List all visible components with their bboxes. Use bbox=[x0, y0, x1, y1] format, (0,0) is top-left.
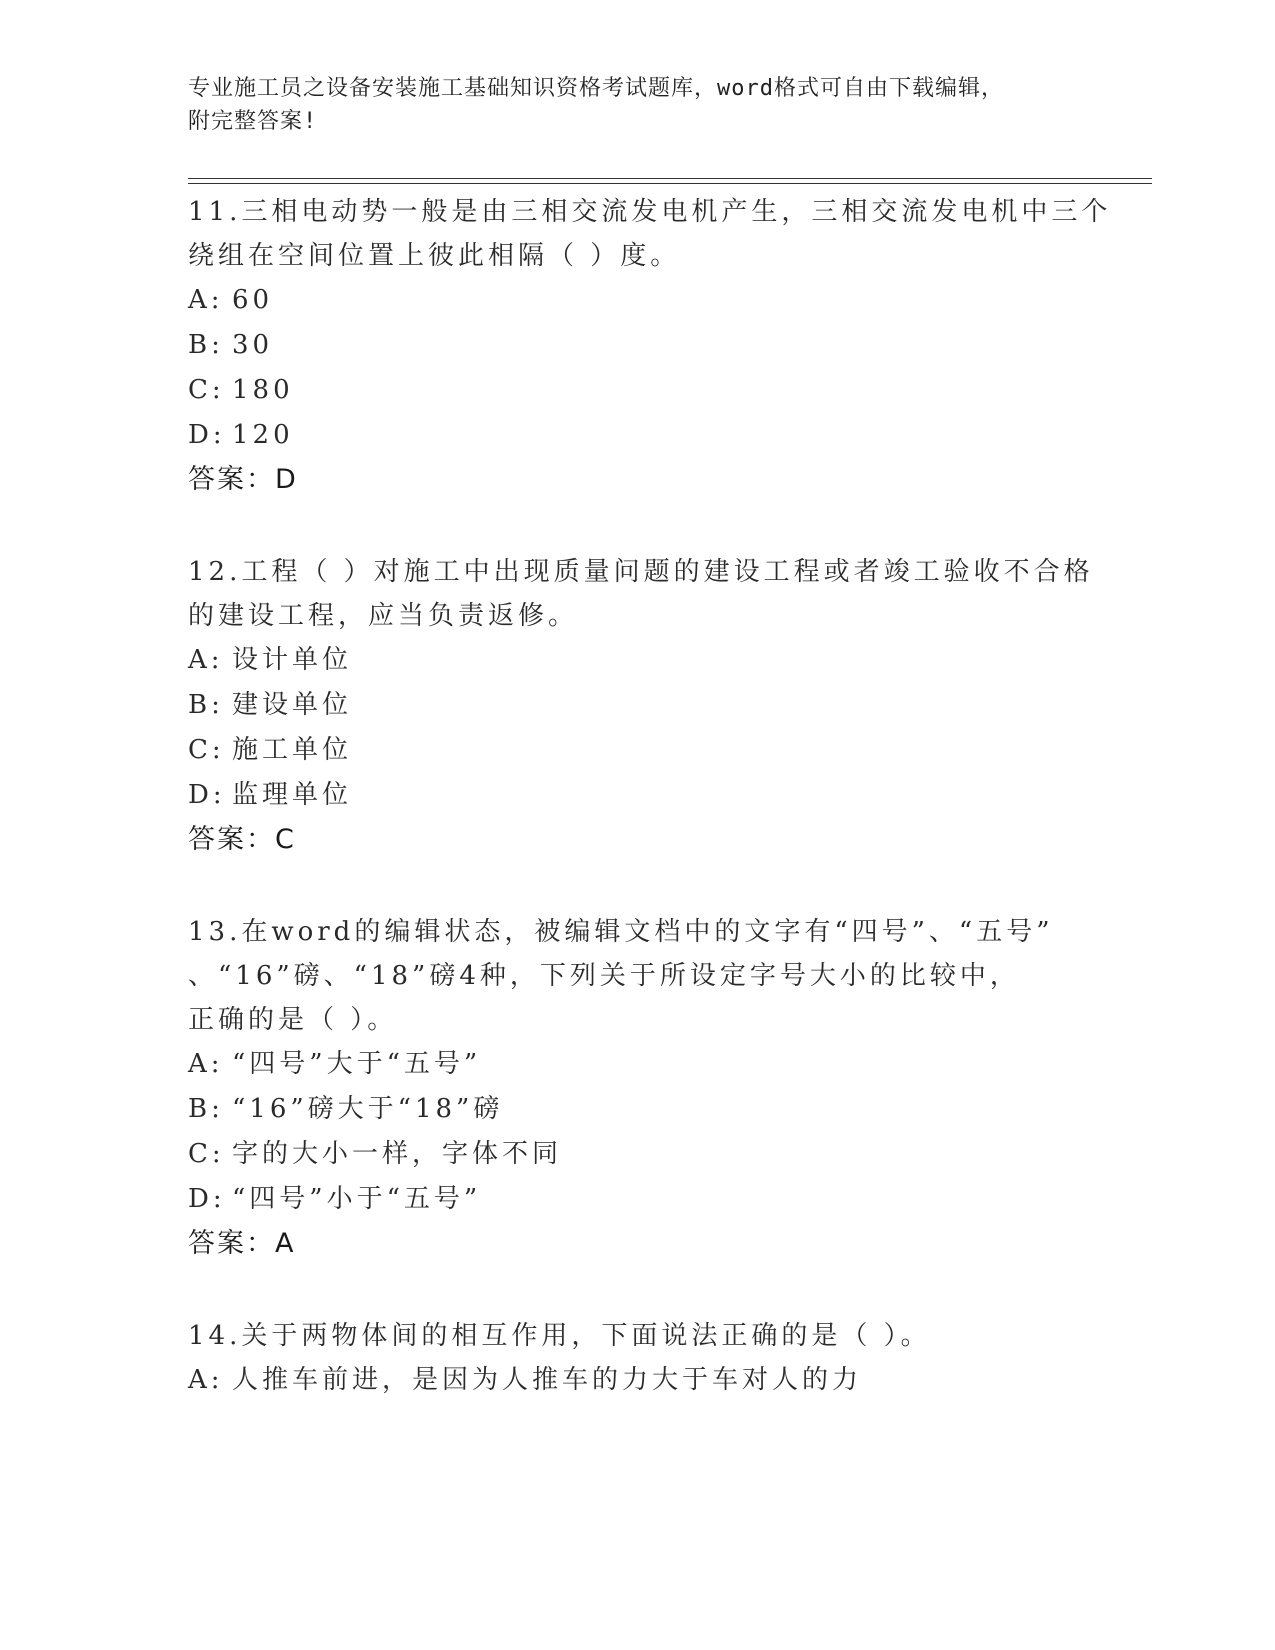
question-stem-line: 14.关于两物体间的相互作用，下面说法正确的是（ ）。 bbox=[188, 1321, 931, 1351]
answer-line: 答案：D bbox=[188, 464, 298, 495]
header-line-2: 附完整答案! bbox=[188, 109, 318, 134]
option-letter: B: bbox=[188, 330, 224, 360]
answer-line: 答案：C bbox=[188, 824, 296, 855]
option-letter: D: bbox=[188, 1184, 226, 1214]
header-line-1: 专业施工员之设备安装施工基础知识资格考试题库，word格式可自由下载编辑， bbox=[188, 76, 1004, 101]
option-letter: D: bbox=[188, 420, 226, 450]
question-stem-line: 的建设工程，应当负责返修。 bbox=[188, 601, 579, 631]
option-letter: C: bbox=[188, 1139, 225, 1169]
question-stem bbox=[188, 548, 1094, 638]
document-header bbox=[188, 72, 1068, 138]
question-stem bbox=[188, 1312, 1088, 1358]
question-stem-line: 11.三相电动势一般是由三相交流发电机产生，三相交流发电机中三个 bbox=[188, 197, 1112, 227]
question-stem bbox=[188, 188, 1112, 278]
rule-line-top bbox=[188, 178, 1152, 179]
question-item bbox=[188, 908, 1088, 1266]
option-text: 180 bbox=[232, 375, 294, 405]
option-text: 字的大小一样，字体不同 bbox=[232, 1139, 563, 1169]
option-c bbox=[188, 728, 1088, 773]
option-letter: B: bbox=[188, 1094, 224, 1124]
option-text: 施工单位 bbox=[232, 735, 353, 765]
option-d bbox=[188, 773, 1088, 818]
option-letter: C: bbox=[188, 735, 225, 765]
option-letter: B: bbox=[188, 690, 224, 720]
answer-line: 答案：A bbox=[188, 1228, 296, 1259]
option-a bbox=[188, 638, 1088, 683]
option-text: 120 bbox=[232, 420, 294, 450]
option-letter: A: bbox=[188, 285, 224, 315]
option-letter: D: bbox=[188, 780, 226, 810]
rule-line-bottom bbox=[188, 183, 1152, 184]
question-item bbox=[188, 188, 1112, 502]
question-stem-line: 12.工程（ ）对施工中出现质量问题的建设工程或者竣工验收不合格 bbox=[188, 557, 1094, 587]
option-b bbox=[188, 1087, 1088, 1132]
option-text: “四号”大于“五号” bbox=[232, 1049, 482, 1079]
question-list bbox=[188, 188, 1112, 1449]
option-text: 人推车前进，是因为人推车的力大于车对人的力 bbox=[232, 1365, 863, 1395]
option-text: “四号”小于“五号” bbox=[232, 1184, 482, 1214]
option-a bbox=[188, 278, 1088, 323]
option-c bbox=[188, 368, 1088, 413]
option-letter: C: bbox=[188, 375, 225, 405]
option-text: “16”磅大于“18”磅 bbox=[232, 1094, 504, 1124]
option-text: 设计单位 bbox=[232, 645, 353, 675]
question-stem bbox=[188, 908, 1088, 1042]
option-a bbox=[188, 1358, 1088, 1403]
header-double-rule bbox=[188, 178, 1152, 184]
option-b bbox=[188, 683, 1088, 728]
option-c bbox=[188, 1132, 1088, 1177]
question-item bbox=[188, 548, 1094, 862]
question-item bbox=[188, 1312, 1088, 1403]
option-d bbox=[188, 413, 1088, 458]
option-letter: A: bbox=[188, 1049, 224, 1079]
option-text: 监理单位 bbox=[232, 780, 353, 810]
option-d bbox=[188, 1177, 1088, 1222]
question-stem-line: 正确的是（ ）。 bbox=[188, 1005, 398, 1035]
option-text: 30 bbox=[232, 330, 274, 360]
option-text: 建设单位 bbox=[232, 690, 353, 720]
question-stem-line: 13.在word的编辑状态，被编辑文档中的文字有“四号”、“五号” bbox=[188, 917, 1054, 947]
option-letter: A: bbox=[188, 1365, 224, 1395]
option-text: 60 bbox=[232, 285, 274, 315]
option-a bbox=[188, 1042, 1088, 1087]
option-b bbox=[188, 323, 1088, 368]
question-stem-line: 、“16”磅、“18”磅4种，下列关于所设定字号大小的比较中， bbox=[188, 961, 1020, 991]
option-letter: A: bbox=[188, 645, 224, 675]
question-stem-line: 绕组在空间位置上彼此相隔（ ）度。 bbox=[188, 241, 681, 271]
